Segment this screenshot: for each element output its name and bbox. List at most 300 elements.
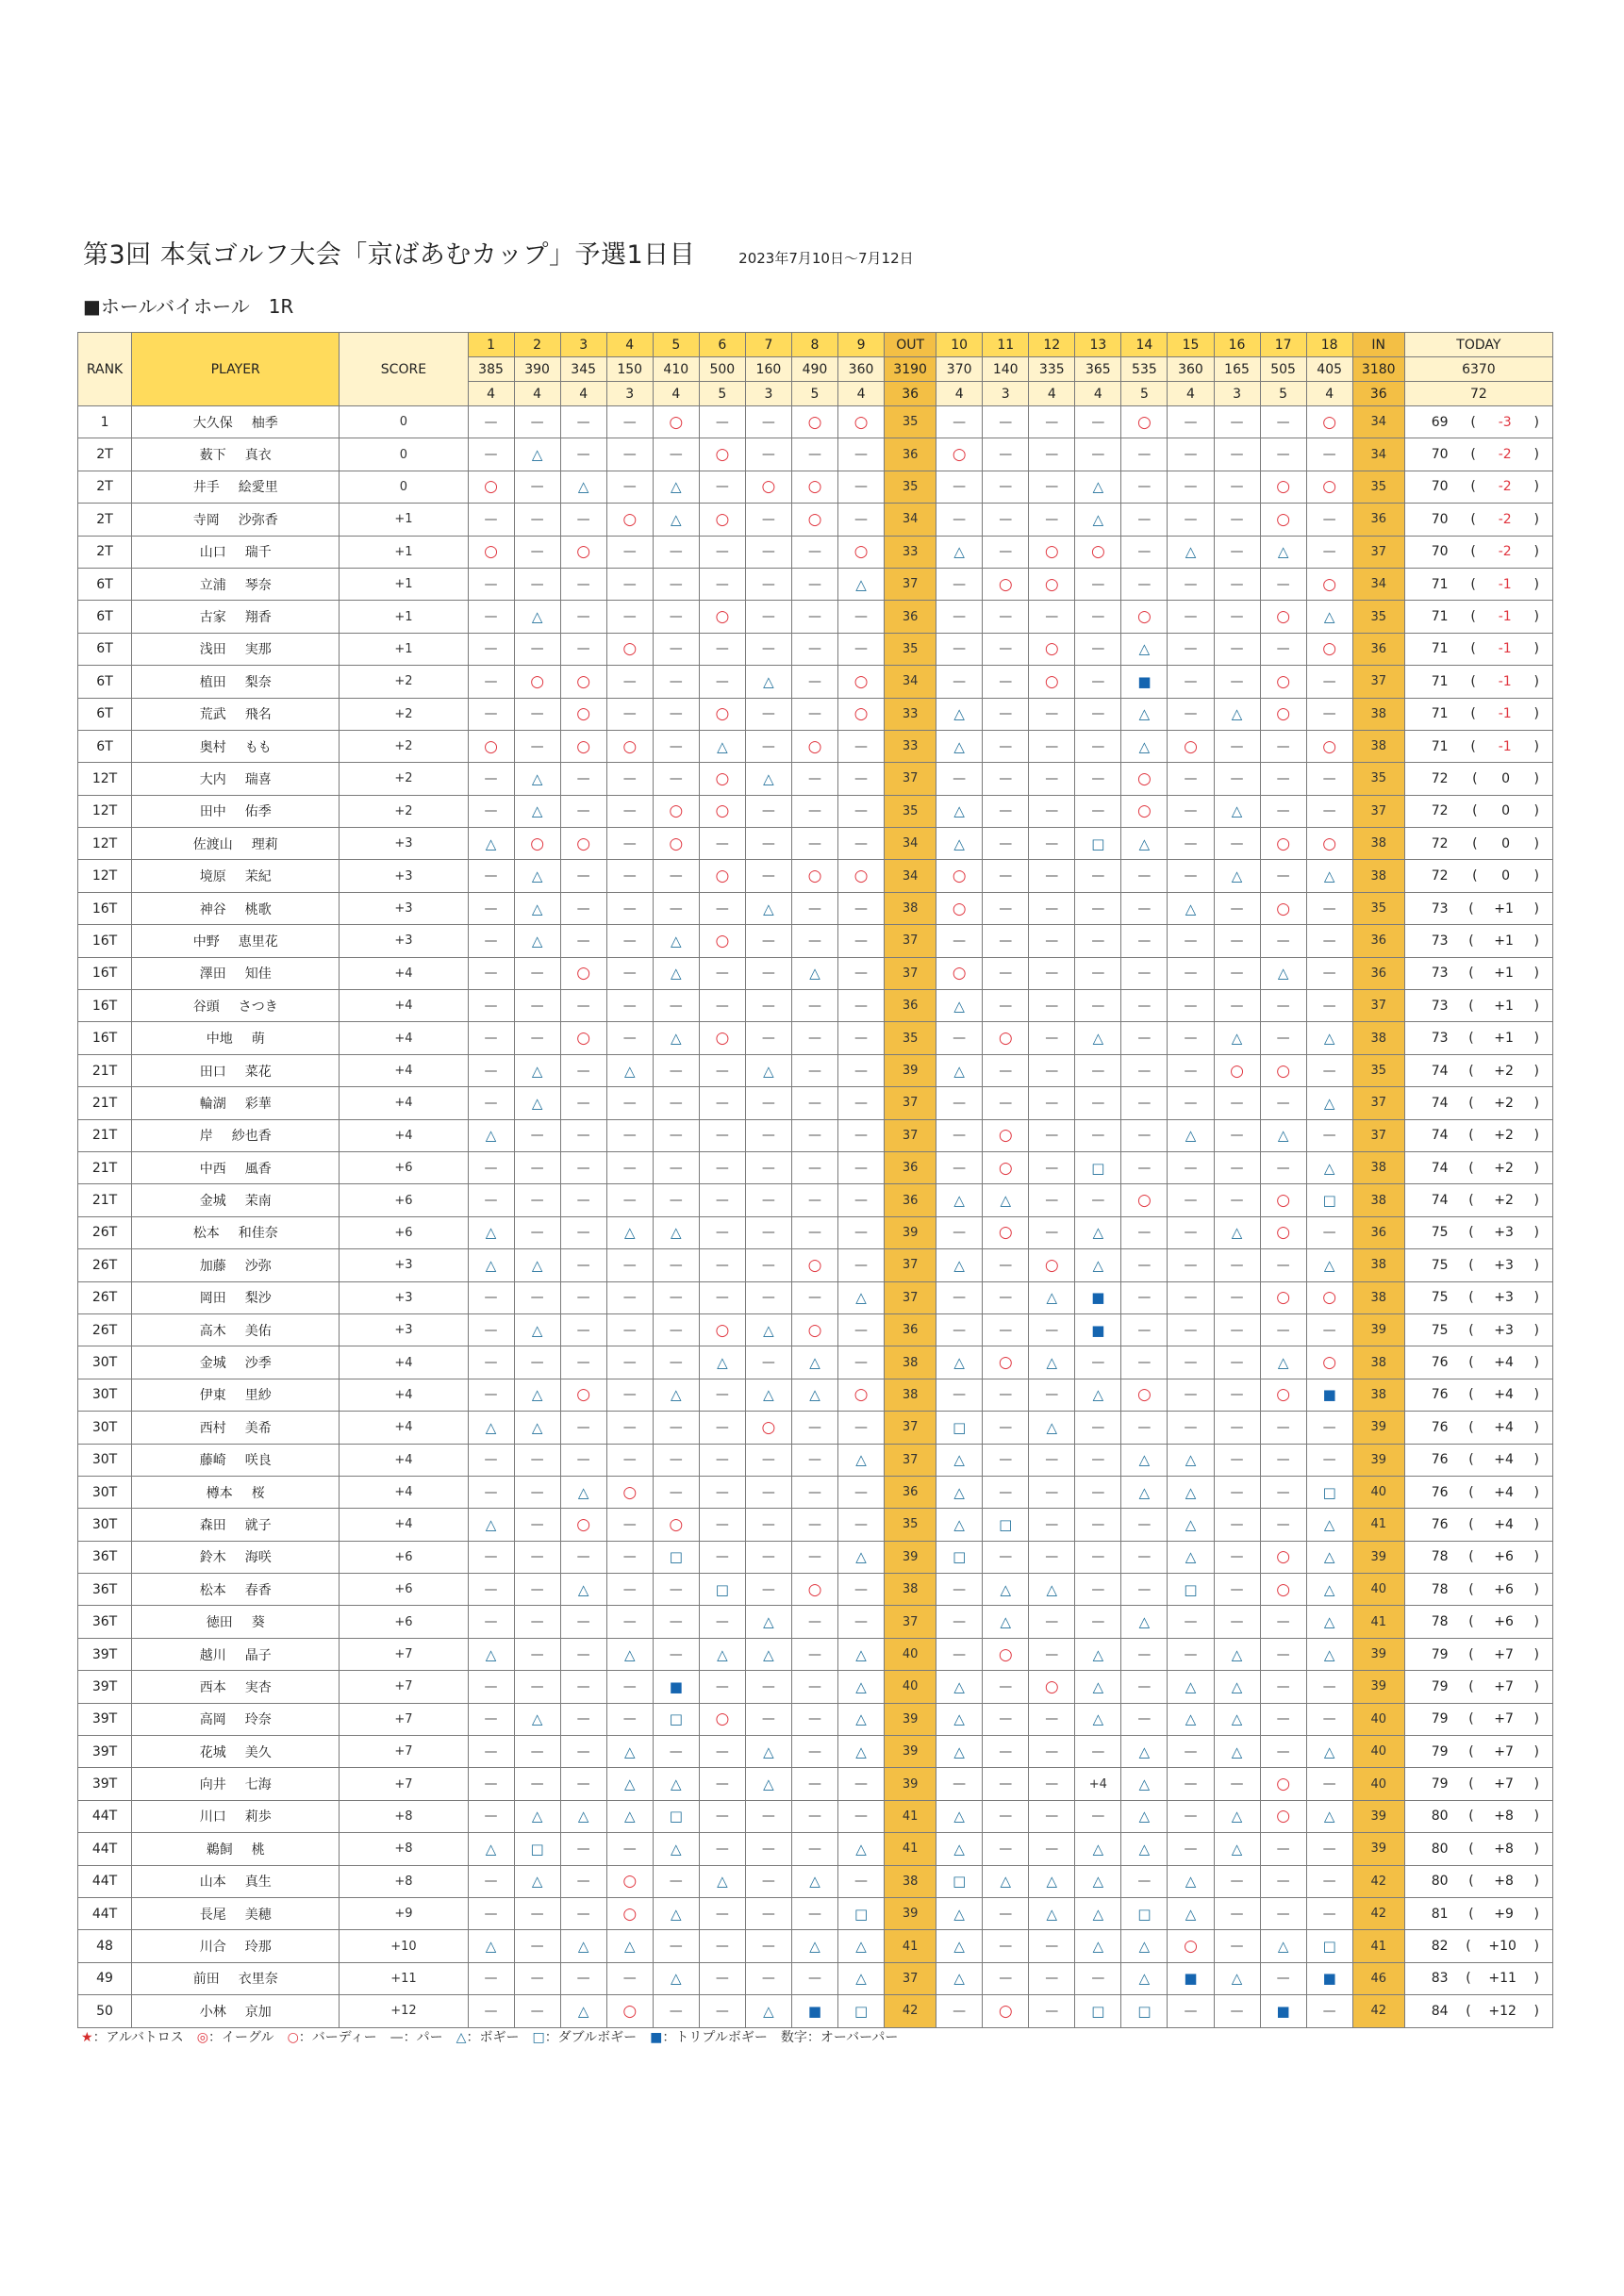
hole-score-cell xyxy=(514,763,560,795)
par-mark: — xyxy=(484,1355,498,1371)
hole-score-cell xyxy=(1260,860,1306,892)
in-total-cell: 38 xyxy=(1352,1249,1404,1281)
hole-score-cell xyxy=(1029,471,1075,503)
legend-item: ■：トリプルボギー xyxy=(650,2030,768,2045)
hole-score-cell xyxy=(936,1313,983,1346)
hole-score-cell xyxy=(1075,1313,1121,1346)
bogey-mark: △ xyxy=(1138,737,1151,755)
birdie-mark: ○ xyxy=(530,671,545,691)
player-name-cell xyxy=(132,471,340,503)
par-mark: — xyxy=(854,1128,869,1144)
relative-to-par: -1 xyxy=(1498,706,1512,722)
relative-to-par: 0 xyxy=(1501,835,1511,851)
hole-par: 5 xyxy=(699,382,745,406)
par-mark: — xyxy=(1091,1095,1105,1111)
hole-score-cell xyxy=(983,957,1029,989)
par-mark: — xyxy=(807,673,821,689)
double-bogey-mark: □ xyxy=(953,1548,967,1566)
par-mark: — xyxy=(622,1322,637,1338)
par-mark: — xyxy=(484,1906,498,1922)
player-row xyxy=(78,990,1553,1022)
out-total-cell: 41 xyxy=(885,1800,936,1832)
player-family-name: 植田 xyxy=(199,674,226,690)
par-mark: — xyxy=(1045,706,1059,722)
hole-yardage: 410 xyxy=(653,357,699,382)
hole-score-cell xyxy=(606,568,653,600)
player-family-name: 長尾 xyxy=(199,1907,226,1923)
hole-score-cell xyxy=(1029,1346,1075,1379)
par-mark: — xyxy=(1137,1095,1152,1111)
hole-score-cell xyxy=(838,568,885,600)
today-cell xyxy=(1404,795,1552,827)
in-yardage: 3180 xyxy=(1352,357,1404,382)
today-strokes: 71 xyxy=(1431,576,1449,592)
player-name-cell xyxy=(132,504,340,536)
relative-to-par: +8 xyxy=(1494,1809,1514,1825)
player-family-name: 佐渡山 xyxy=(192,836,233,852)
hole-score-cell xyxy=(1306,1216,1352,1248)
bogey-mark: △ xyxy=(953,1743,965,1760)
player-given-name: 美希 xyxy=(244,1420,272,1436)
par-mark: — xyxy=(1322,447,1336,463)
par-mark: — xyxy=(576,414,590,430)
paren-open: ( xyxy=(1470,609,1476,625)
today-wrap xyxy=(1405,1711,1552,1726)
par-mark: — xyxy=(1322,1452,1336,1468)
player-given-name: 真生 xyxy=(244,1875,272,1891)
today-cell xyxy=(1404,1703,1552,1735)
scorecard-table xyxy=(77,332,1553,2028)
par-mark: — xyxy=(715,1290,729,1306)
birdie-mark: ○ xyxy=(1276,1288,1291,1308)
bogey-mark: △ xyxy=(855,1645,867,1663)
hole-score-cell xyxy=(1306,730,1352,762)
hole-score-cell xyxy=(1306,1151,1352,1183)
player-given-name: もも xyxy=(244,739,272,755)
par-mark: — xyxy=(953,414,967,430)
relative-to-par: +2 xyxy=(1494,1095,1514,1111)
relative-to-par: +8 xyxy=(1494,1874,1514,1890)
hole-score-cell xyxy=(606,1574,653,1606)
hole-score-cell xyxy=(653,925,699,957)
hole-score-cell xyxy=(699,1216,745,1248)
relative-to-par: -1 xyxy=(1498,576,1512,592)
hole-score-cell xyxy=(1121,1054,1168,1086)
hole-score-cell xyxy=(791,1313,837,1346)
hole-score-cell xyxy=(699,1346,745,1379)
out-total-cell: 41 xyxy=(885,1833,936,1865)
bogey-mark: △ xyxy=(531,1418,543,1436)
bogey-mark: △ xyxy=(671,1776,682,1793)
hole-score-cell xyxy=(699,1671,745,1703)
paren-close: ) xyxy=(1533,2003,1539,2019)
in-total-cell: 40 xyxy=(1352,1768,1404,1800)
par-mark: — xyxy=(530,1906,544,1922)
hole-score-cell xyxy=(1029,1379,1075,1411)
birdie-mark: ○ xyxy=(1276,1775,1291,1794)
par-mark: — xyxy=(530,706,544,722)
par-mark: — xyxy=(576,1971,590,1987)
hole-score-cell xyxy=(983,1736,1029,1768)
par-mark: — xyxy=(484,641,498,657)
bogey-mark: △ xyxy=(953,1192,965,1210)
in-total-cell: 38 xyxy=(1352,860,1404,892)
par-mark: — xyxy=(1322,1225,1336,1241)
hole-score-cell xyxy=(1029,1151,1075,1183)
player-given-name: 沙弥 xyxy=(244,1258,272,1274)
hole-score-cell xyxy=(1075,438,1121,471)
par-mark: — xyxy=(622,1841,637,1857)
today-wrap xyxy=(1405,1874,1552,1889)
rank-cell: 12T xyxy=(78,860,132,892)
bogey-mark: △ xyxy=(485,834,497,852)
hole-score-cell xyxy=(936,1249,983,1281)
hole-score-cell xyxy=(514,1995,560,2027)
today-strokes: 79 xyxy=(1431,1743,1449,1759)
today-cell xyxy=(1404,568,1552,600)
par-mark: — xyxy=(530,966,544,982)
hole-par: 4 xyxy=(838,382,885,406)
par-mark: — xyxy=(1230,1387,1244,1403)
double-bogey-mark: □ xyxy=(1091,1159,1105,1177)
in-total-cell: 35 xyxy=(1352,763,1404,795)
in-total-cell: 39 xyxy=(1352,1800,1404,1832)
par-mark: — xyxy=(530,1160,544,1176)
hole-score-cell xyxy=(936,1412,983,1444)
par-mark: — xyxy=(761,1874,775,1890)
out-total-cell: 39 xyxy=(885,1054,936,1086)
hole-score-cell xyxy=(791,1833,837,1865)
hole-score-cell xyxy=(606,795,653,827)
hole-score-cell xyxy=(745,504,791,536)
hole-score-cell xyxy=(653,1022,699,1054)
today-wrap xyxy=(1405,1842,1552,1857)
par-mark: — xyxy=(807,1614,821,1630)
player-given-name: 瑞千 xyxy=(244,545,272,561)
par-mark: — xyxy=(1322,706,1336,722)
hole-score-cell xyxy=(1168,795,1214,827)
par-mark: — xyxy=(1091,1452,1105,1468)
hole-score-cell xyxy=(560,1606,606,1638)
par-mark: — xyxy=(1184,1322,1198,1338)
hole-score-cell xyxy=(838,1313,885,1346)
hole-score-cell xyxy=(606,1476,653,1508)
today-strokes: 80 xyxy=(1431,1809,1449,1825)
hole-score-cell xyxy=(1029,1703,1075,1735)
par-mark: — xyxy=(622,900,637,917)
birdie-mark: ○ xyxy=(622,509,638,529)
today-wrap xyxy=(1405,641,1552,656)
hole-yardage: 335 xyxy=(1029,357,1075,382)
bogey-mark: △ xyxy=(1046,1354,1058,1372)
hole-score-cell xyxy=(653,601,699,633)
hole-score-cell xyxy=(653,471,699,503)
par-mark: — xyxy=(1184,1063,1198,1079)
par-mark: — xyxy=(715,2003,729,2019)
bogey-mark: △ xyxy=(809,1354,820,1372)
hole-score-cell xyxy=(560,536,606,568)
hole-score-cell xyxy=(699,1638,745,1670)
rank-cell: 21T xyxy=(78,1151,132,1183)
paren-close: ) xyxy=(1533,576,1539,592)
player-family-name: 西本 xyxy=(199,1679,226,1695)
birdie-mark: ○ xyxy=(853,867,869,886)
hole-score-cell xyxy=(1260,1346,1306,1379)
bogey-mark: △ xyxy=(717,1873,728,1891)
paren-close: ) xyxy=(1533,1516,1539,1532)
par-mark: — xyxy=(1045,1484,1059,1500)
hole-score-cell xyxy=(606,1638,653,1670)
bogey-mark: △ xyxy=(1323,1515,1335,1533)
hole-score-cell xyxy=(468,536,514,568)
today-cell xyxy=(1404,1379,1552,1411)
hole-score-cell xyxy=(653,892,699,924)
hole-score-cell xyxy=(1075,666,1121,698)
hole-score-cell xyxy=(1029,568,1075,600)
player-row xyxy=(78,504,1553,536)
player-given-name: 佑季 xyxy=(244,804,272,820)
bogey-mark: △ xyxy=(1323,1613,1335,1631)
par-mark: — xyxy=(999,770,1013,786)
hole-score-cell xyxy=(653,1541,699,1573)
par-mark: — xyxy=(622,544,637,560)
paren-open: ( xyxy=(1470,738,1476,754)
hole-score-cell xyxy=(1260,1476,1306,1508)
hole-score-cell xyxy=(468,892,514,924)
paren-close: ) xyxy=(1533,1322,1539,1338)
par-mark: — xyxy=(999,1419,1013,1435)
par-mark: — xyxy=(854,1516,869,1532)
rank-cell: 30T xyxy=(78,1444,132,1476)
paren-close: ) xyxy=(1533,803,1539,819)
hole-score-cell xyxy=(936,1022,983,1054)
player-row xyxy=(78,1313,1553,1346)
hole-score-cell xyxy=(1214,1800,1260,1832)
bogey-mark: △ xyxy=(717,737,728,755)
rank-cell: 26T xyxy=(78,1313,132,1346)
in-total-cell: 38 xyxy=(1352,1151,1404,1183)
in-total-cell: 39 xyxy=(1352,1638,1404,1670)
par-mark: — xyxy=(761,576,775,592)
par-mark: — xyxy=(1137,1225,1152,1241)
par-mark: — xyxy=(854,1809,869,1825)
par-mark: — xyxy=(576,933,590,949)
paren-close: ) xyxy=(1533,1841,1539,1857)
hole-score-cell xyxy=(1168,1671,1214,1703)
hole-score-cell xyxy=(1121,925,1168,957)
hole-score-cell xyxy=(606,698,653,730)
hole-score-cell xyxy=(1075,1703,1121,1735)
par-mark: — xyxy=(1137,1322,1152,1338)
hole-score-cell xyxy=(1029,1638,1075,1670)
bogey-mark: △ xyxy=(1185,900,1197,917)
relative-to-par: +1 xyxy=(1494,966,1514,982)
today-cell xyxy=(1404,1476,1552,1508)
hole-score-cell xyxy=(1029,438,1075,471)
hole-score-cell xyxy=(560,1249,606,1281)
hole-score-cell xyxy=(560,438,606,471)
paren-open: ( xyxy=(1470,706,1476,722)
player-row xyxy=(78,1476,1553,1508)
par-mark: — xyxy=(999,1743,1013,1759)
player-row xyxy=(78,1865,1553,1897)
hole-score-cell xyxy=(514,1671,560,1703)
paren-open: ( xyxy=(1468,1063,1474,1079)
par-mark: — xyxy=(1045,998,1059,1014)
par-mark: — xyxy=(715,576,729,592)
hole-score-cell xyxy=(1075,601,1121,633)
par-mark: — xyxy=(953,673,967,689)
hole-score-cell xyxy=(791,1606,837,1638)
hole-score-cell xyxy=(653,568,699,600)
par-mark: — xyxy=(807,706,821,722)
hole-score-cell xyxy=(1214,1022,1260,1054)
hole-score-cell xyxy=(791,1476,837,1508)
player-given-name: 知佳 xyxy=(244,966,272,983)
hole-score-cell xyxy=(653,1509,699,1541)
par-mark: — xyxy=(484,706,498,722)
birdie-mark: ○ xyxy=(576,1385,591,1405)
today-cell xyxy=(1404,1444,1552,1476)
hole-score-cell xyxy=(653,1151,699,1183)
hole-score-cell xyxy=(1306,1800,1352,1832)
paren-open: ( xyxy=(1470,673,1476,689)
hole-score-cell xyxy=(560,601,606,633)
hole-score-cell xyxy=(468,568,514,600)
relative-to-par: +7 xyxy=(1494,1711,1514,1727)
hole-score-cell xyxy=(838,1119,885,1151)
hole-score-cell xyxy=(699,666,745,698)
hole-score-cell xyxy=(1260,1184,1306,1216)
par-mark: — xyxy=(1091,1614,1105,1630)
hole-par: 3 xyxy=(606,382,653,406)
hole-score-cell xyxy=(560,925,606,957)
hole-score-cell xyxy=(791,1541,837,1573)
par-mark: — xyxy=(1137,1516,1152,1532)
hole-score-cell xyxy=(699,1087,745,1119)
par-mark: — xyxy=(1276,1971,1290,1987)
score-cell: +2 xyxy=(340,666,468,698)
hole-score-cell xyxy=(983,1541,1029,1573)
par-mark: — xyxy=(484,414,498,430)
birdie-mark: ○ xyxy=(715,867,730,886)
par-mark: — xyxy=(484,900,498,917)
par-mark: — xyxy=(1184,414,1198,430)
par-mark: — xyxy=(1230,479,1244,495)
par-mark: — xyxy=(854,1874,869,1890)
player-family-name: 高岡 xyxy=(199,1712,226,1728)
player-family-name: 藤崎 xyxy=(199,1453,226,1469)
rank-cell: 39T xyxy=(78,1768,132,1800)
player-row xyxy=(78,1541,1553,1573)
par-mark: — xyxy=(1230,738,1244,754)
hole-score-cell xyxy=(1214,1962,1260,1994)
par-mark: — xyxy=(530,1549,544,1565)
score-cell: +4 xyxy=(340,1412,468,1444)
paren-open: ( xyxy=(1468,1711,1474,1727)
hole-score-cell xyxy=(936,1541,983,1573)
par-mark: — xyxy=(1322,1711,1336,1727)
hole-score-cell xyxy=(745,1119,791,1151)
hole-score-cell xyxy=(1168,1412,1214,1444)
birdie-mark: ○ xyxy=(998,574,1013,594)
par-mark: — xyxy=(1276,998,1290,1014)
hole-score-cell xyxy=(1260,1671,1306,1703)
hole-score-cell xyxy=(560,1379,606,1411)
par-mark: — xyxy=(576,576,590,592)
par-mark: — xyxy=(1184,1095,1198,1111)
par-mark: — xyxy=(761,1939,775,1955)
hole-score-cell xyxy=(936,828,983,860)
par-mark: — xyxy=(1091,1581,1105,1597)
birdie-mark: ○ xyxy=(484,542,498,562)
par-mark: — xyxy=(1184,1355,1198,1371)
par-mark: — xyxy=(576,868,590,884)
birdie-mark: ○ xyxy=(1276,607,1291,627)
hole-score-cell xyxy=(791,730,837,762)
hole-score-cell xyxy=(606,1995,653,2027)
hole-score-cell xyxy=(468,1346,514,1379)
hole-score-cell xyxy=(1214,1897,1260,1929)
birdie-mark: ○ xyxy=(952,445,967,465)
hole-score-cell xyxy=(653,990,699,1022)
hole-score-cell xyxy=(653,1833,699,1865)
hole-score-cell xyxy=(983,1703,1029,1735)
today-strokes: 74 xyxy=(1431,1160,1449,1176)
hole-score-cell xyxy=(838,990,885,1022)
birdie-mark: ○ xyxy=(669,412,684,432)
hole-score-cell xyxy=(699,892,745,924)
hole-score-cell xyxy=(745,1216,791,1248)
paren-open: ( xyxy=(1470,447,1476,463)
hole-score-cell xyxy=(1306,1509,1352,1541)
today-strokes: 76 xyxy=(1431,1516,1449,1532)
hole-score-cell xyxy=(1260,957,1306,989)
score-cell: +8 xyxy=(340,1833,468,1865)
paren-open: ( xyxy=(1468,933,1474,949)
today-cell xyxy=(1404,1509,1552,1541)
out-header: OUT xyxy=(885,333,936,357)
par-mark: — xyxy=(576,1776,590,1792)
paren-open: ( xyxy=(1470,641,1476,657)
hole-score-cell xyxy=(791,795,837,827)
hole-score-cell xyxy=(791,1216,837,1248)
hole-score-cell xyxy=(1260,1444,1306,1476)
par-mark: — xyxy=(1276,1841,1290,1857)
paren-open: ( xyxy=(1468,1874,1474,1890)
relative-to-par: -2 xyxy=(1498,544,1512,560)
par-mark: — xyxy=(669,1484,683,1500)
player-name-cell xyxy=(132,438,340,471)
par-mark: — xyxy=(999,933,1013,949)
birdie-mark: ○ xyxy=(998,1158,1013,1178)
par-mark: — xyxy=(1322,1128,1336,1144)
par-mark: — xyxy=(761,1906,775,1922)
hole-score-cell xyxy=(983,1184,1029,1216)
hole-score-cell xyxy=(606,730,653,762)
paren-close: ) xyxy=(1533,868,1539,884)
hole-score-cell xyxy=(468,1249,514,1281)
hole-score-cell xyxy=(699,536,745,568)
in-total-cell: 36 xyxy=(1352,1216,1404,1248)
paren-open: ( xyxy=(1468,1290,1474,1306)
bogey-mark: △ xyxy=(623,1645,636,1663)
par-mark: — xyxy=(761,414,775,430)
today-cell xyxy=(1404,1022,1552,1054)
par-mark: — xyxy=(999,1484,1013,1500)
today-strokes: 73 xyxy=(1431,1031,1449,1047)
hole-score-cell xyxy=(1121,795,1168,827)
